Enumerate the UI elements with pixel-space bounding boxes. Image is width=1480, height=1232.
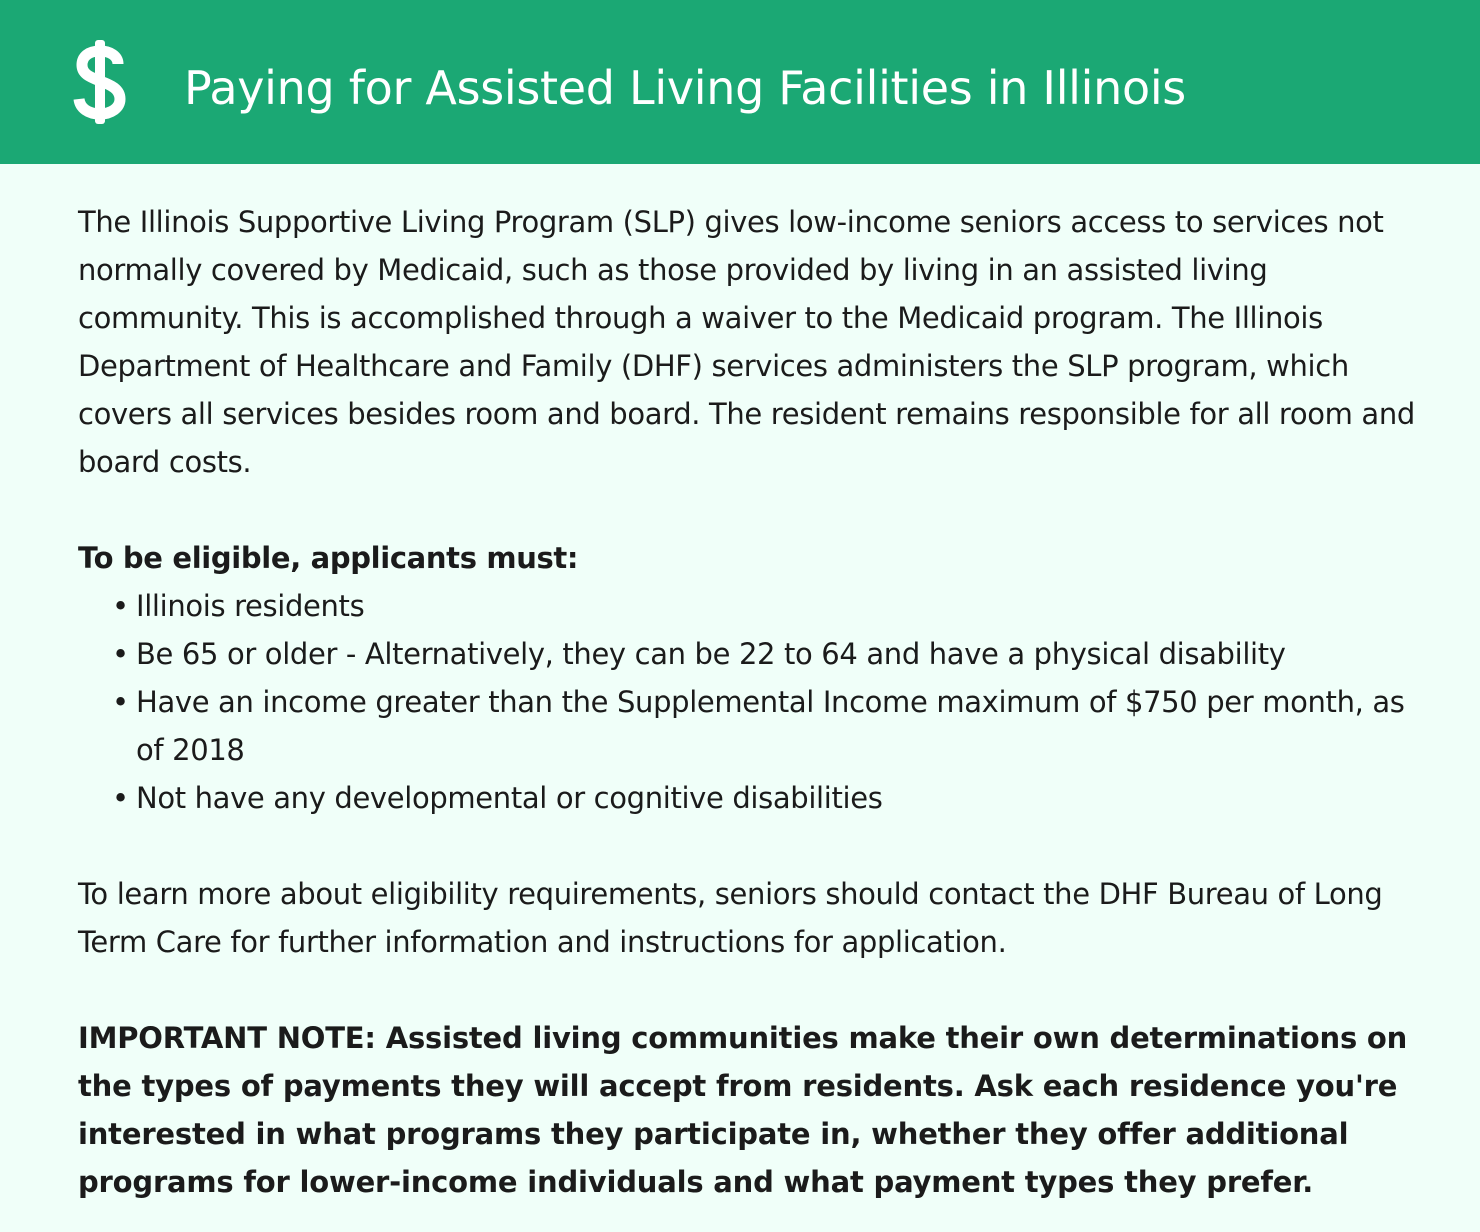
list-item: [78, 630, 1418, 678]
eligibility-heading: To be eligible, applicants must:: [78, 541, 579, 575]
list-item: [78, 774, 1418, 822]
header-banner: [0, 0, 1480, 164]
main-content: [78, 198, 1418, 1206]
list-item-text: Not have any developmental or cognitive disabilities: [136, 781, 883, 815]
bullet-icon: •: [112, 637, 129, 671]
eligibility-list: [78, 582, 1418, 822]
list-item-text: Have an income greater than the Supplemental Income maximum of $750 per month, as of 2018: [136, 685, 1405, 767]
list-item: [78, 582, 1418, 630]
intro-paragraph: The Illinois Supportive Living Program (SLP) gives low-income seniors access to services not normally covered by Medicaid, such as those provided by living in an assisted living community. This is accomplished through a waiver to the Medicaid program. The Illinois Department of Healthcare and Family (DHF) services administers the SLP program, which covers all services besides room and board. The resident remains responsible for all room and board costs.: [78, 205, 1415, 479]
bullet-icon: •: [112, 781, 129, 815]
important-note: IMPORTANT NOTE: Assisted living communities make their own determinations on the types of payments they will accept from residents. Ask each residence you're interested in what programs they participate in, whether they offer additional programs for lower-income individuals and what payment types they prefer.: [78, 1021, 1408, 1199]
list-item: [78, 678, 1418, 774]
list-item-text: Illinois residents: [136, 589, 365, 623]
bullet-icon: •: [112, 589, 129, 623]
dollar-sign-icon: [68, 34, 132, 130]
learn-more-paragraph: To learn more about eligibility requirements, seniors should contact the DHF Bureau of Long Term Care for further information and instructions for application.: [78, 877, 1383, 959]
bullet-icon: •: [112, 685, 129, 719]
page-title: Paying for Assisted Living Facilities in Illinois: [184, 61, 1186, 115]
list-item-text: Be 65 or older - Alternatively, they can be 22 to 64 and have a physical disability: [136, 637, 1286, 671]
